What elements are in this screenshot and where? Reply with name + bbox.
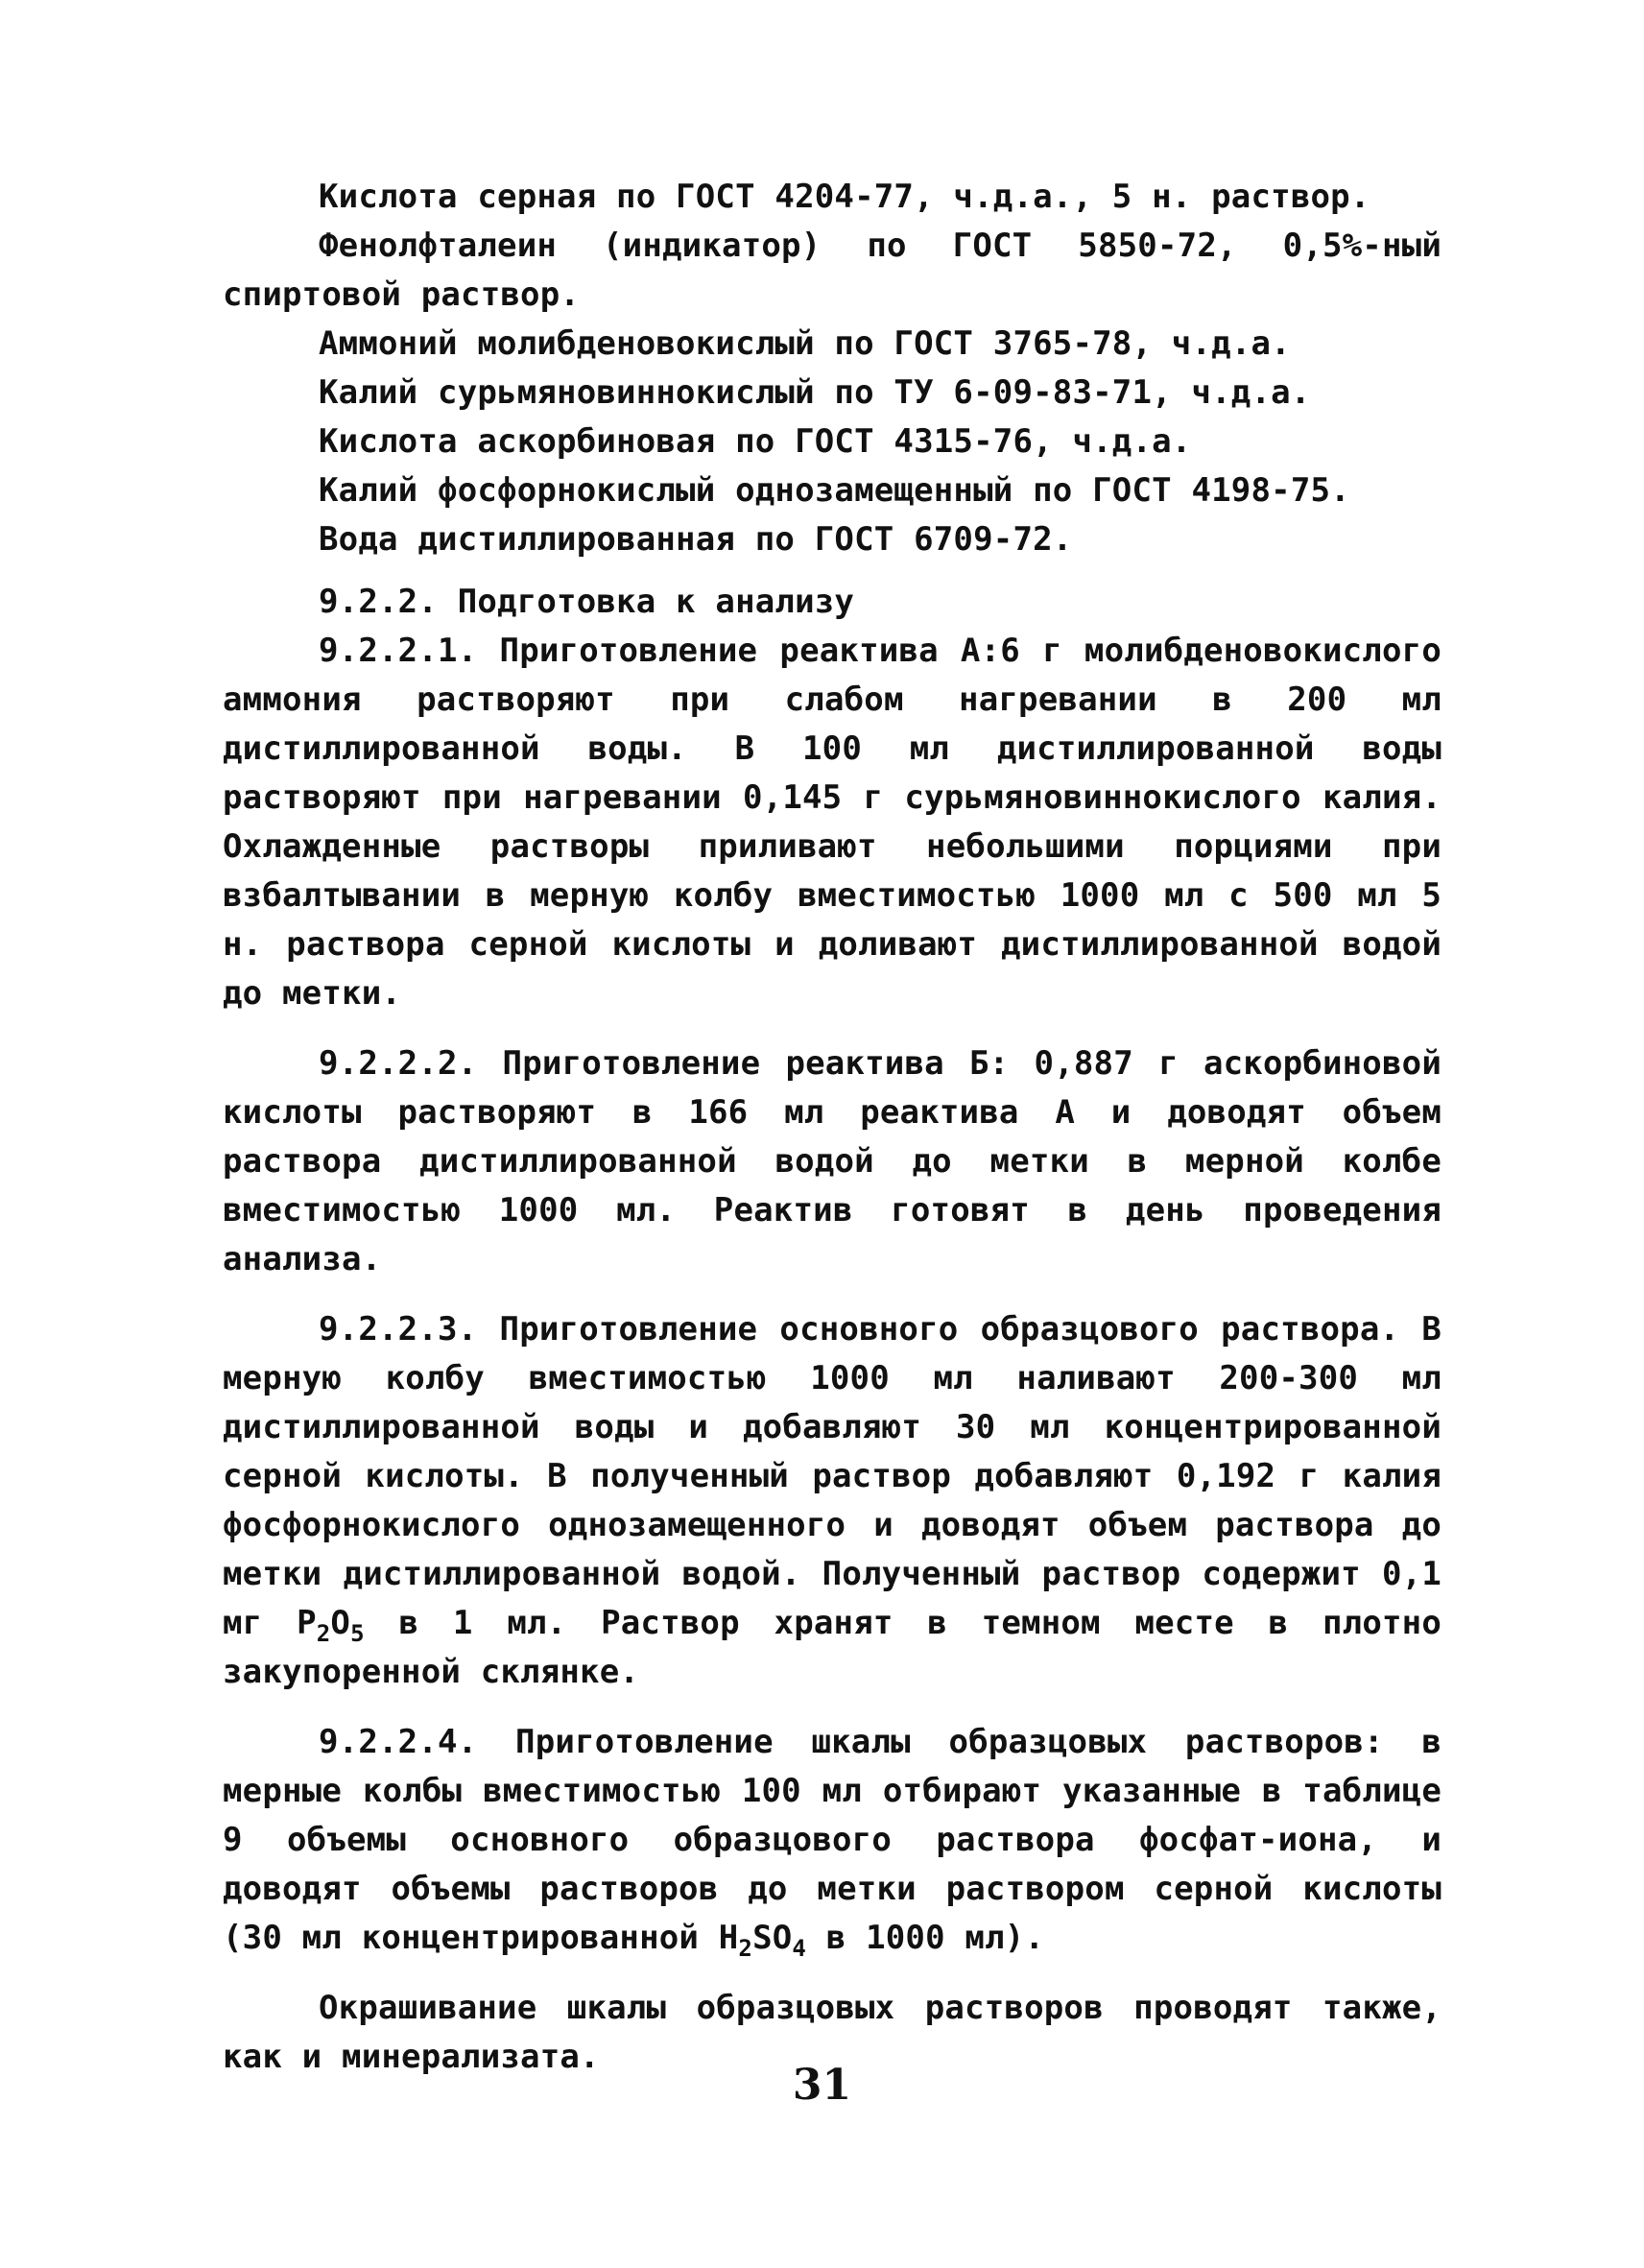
- formula-h2so4-sub-2: 2: [738, 1935, 753, 1962]
- paragraph-9223: [223, 1305, 1441, 1697]
- paragraph-final: Окрашивание шкалы образцовых растворов проводят также, как и минерализата.: [223, 1989, 1441, 2076]
- formula-p2o5-p: P: [297, 1604, 317, 1642]
- reagent-line-ascorbic-acid: Кислота аскорбиновая по ГОСТ 4315-76, ч.д.а.: [319, 422, 1192, 461]
- page-number: 31: [792, 2061, 852, 2110]
- formula-h2so4: [718, 1919, 807, 1962]
- formula-h2so4-sub-4: 4: [792, 1935, 807, 1962]
- paragraph-9221: 9.2.2.1. Приготовление реактива А:6 г молибденовокислого аммония растворяют при слабом нагревании в 200 мл дистиллированной воды. В 100 мл дистиллированной воды растворяют при нагревании 0,145 г сурьмяновиннокислого калия. Охлажденные растворы приливают небольшими порциями при взбалтывании в мерную колбу вместимостью 1000 мл с 500 мл 5 н. раствора серной кислоты и доливают дистиллированной водой до метки.: [223, 632, 1441, 1013]
- paragraph-9224-text-start: 9.2.2.4. Приготовление шкалы образцовых растворов: в мерные колбы вместимостью 100 мл отбирают указанные в таблице 9 объемы основного образцового раствора фосфат-иона, и доводят объемы растворов до метки раствором серной кислоты (30 мл концентрированной: [223, 1723, 1441, 1957]
- reagent-line-sulfuric-acid: Кислота серная по ГОСТ 4204-77, ч.д.а., 5 н. раствор.: [319, 178, 1370, 216]
- section-heading: 9.2.2. Подготовка к анализу: [319, 583, 855, 621]
- paragraph-9223-text-start: 9.2.2.3. Приготовление основного образцового раствора. В мерную колбу вместимостью 1000 мл наливают 200-300 мл дистиллированной воды и добавляют 30 мл концентрированной серной кислоты. В полученный раствор добавляют 0,192 г калия фосфорнокислого однозамещенного и доводят объем раствора до метки дистиллированной водой. Полученный раствор содержит 0,1 мг: [223, 1310, 1441, 1642]
- formula-h2so4-h: H: [718, 1919, 739, 1957]
- reagent-line-potassium-antimonyl-tartrate: Калий сурьмяновиннокислый по ТУ 6-09-83-71, ч.д.а.: [319, 373, 1311, 412]
- paragraph-9223-text-end: в 1 мл. Раствор хранят в темном месте в плотно закупоренной склянке.: [223, 1604, 1441, 1691]
- reagent-line-potassium-phosphate: Калий фосфорнокислый однозамещенный по ГОСТ 4198-75.: [319, 471, 1350, 510]
- paragraph-9222: 9.2.2.2. Приготовление реактива Б: 0,887 г аскорбиновой кислоты растворяют в 166 мл реактива А и доводят объем раствора дистиллированной водой до метки в мерной колбе вместимостью 1000 мл. Реактив готовят в день проведения анализа.: [223, 1044, 1441, 1278]
- paragraph-9224: [223, 1718, 1441, 1963]
- reagent-line-ammonium-molybdate: Аммоний молибденовокислый по ГОСТ 3765-78, ч.д.а.: [319, 324, 1291, 363]
- paragraph-9224-text-end: в 1000 мл).: [806, 1919, 1045, 1957]
- formula-p2o5-sub-2: 2: [316, 1620, 331, 1647]
- reagent-line-distilled-water: Вода дистиллированная по ГОСТ 6709-72.: [319, 520, 1073, 559]
- formula-p2o5: [297, 1604, 365, 1647]
- reagent-line-phenolphthalein: Фенолфталеин (индикатор) по ГОСТ 5850-72, 0,5%-ный спиртовой раствор.: [223, 227, 1441, 314]
- formula-p2o5-o: O: [330, 1604, 351, 1642]
- document-body: [223, 173, 1441, 2082]
- formula-h2so4-so: SO: [752, 1919, 793, 1957]
- formula-p2o5-sub-5: 5: [350, 1620, 365, 1647]
